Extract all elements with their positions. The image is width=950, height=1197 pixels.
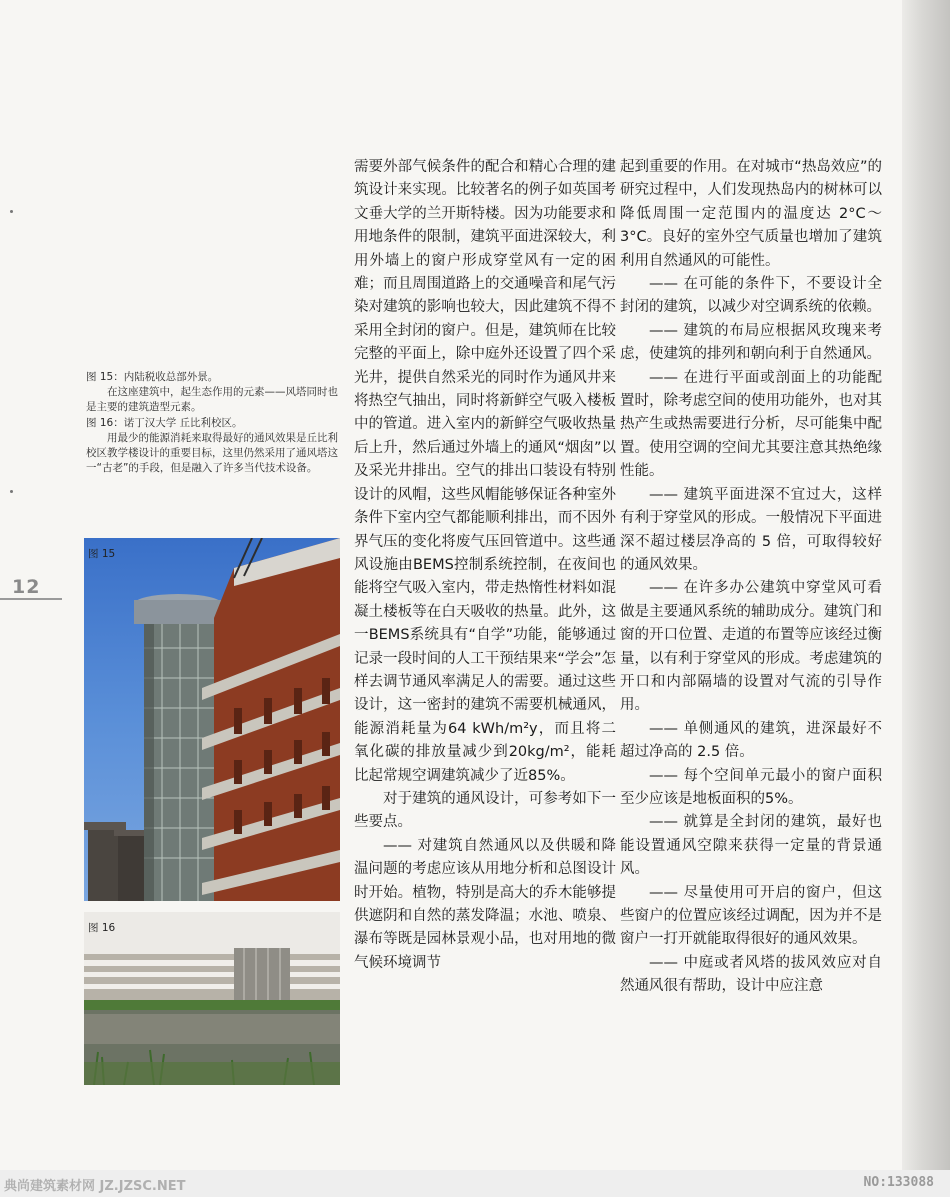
- paragraph: —— 对建筑自然通风以及供暖和降温问题的考虑应该从用地分析和总图设计时开始。植物，特别是高大的乔木能够提供遮阴和自然的蒸发降温；水池、喷泉、瀑布等既是园林景观小品，也对用地的微气候环境调节: [354, 837, 616, 971]
- caption-fig16-title: 图 16：诺丁汉大学 丘比利校区。: [86, 416, 243, 429]
- paragraph: —— 建筑平面进深不宜过大，这样有利于穿堂风的形成。一般情况下平面进深不超过楼层净高的 5 倍，可取得较好的通风效果。: [620, 486, 882, 573]
- paragraph: —— 单侧通风的建筑，进深最好不超过净高的 2.5 倍。: [620, 720, 882, 761]
- page-edge-shadow: [902, 0, 950, 1170]
- text-column-middle: [354, 156, 616, 975]
- paragraph: —— 建筑的布局应根据风玫瑰来考虑，使建筑的排列和朝向利于自然通风。: [620, 322, 882, 363]
- figure-16-photo: [84, 912, 340, 1085]
- figure-15-photo: [84, 538, 340, 901]
- caption-fig15-title: 图 15：内陆税收总部外景。: [86, 371, 219, 383]
- speck: [10, 210, 13, 213]
- caption-fig16-body: 用最少的能源消耗来取得最好的通风效果是丘比利校区教学楼设计的重要目标，这里仍然采用了通风塔这一“古老”的手段，但是融入了许多当代技术设备。: [86, 431, 338, 475]
- paragraph: —— 在可能的条件下，不要设计全封闭的建筑，以减少对空调系统的依赖。: [620, 276, 882, 316]
- page-number-rule: [0, 598, 62, 600]
- paragraph: —— 每个空间单元最小的窗户面积至少应该是地板面积的5%。: [620, 767, 882, 807]
- paragraph: —— 在进行平面或剖面上的功能配置时，除考虑空间的使用功能外，也对其热产生或热需要进行分析，尽可能集中配置。使用空调的空间尤其要注意其热绝缘性能。: [620, 369, 882, 480]
- paragraph: 对于建筑的通风设计，可参考如下一些要点。: [354, 790, 616, 831]
- figure-15-illustration: [84, 538, 340, 901]
- figure-16-label: 图 16: [88, 922, 116, 934]
- text-column-right: [620, 156, 882, 999]
- paragraph: 起到重要的作用。在对城市“热岛效应”的研究过程中，人们发现热岛内的树林可以降低周围一定范围内的温度达 2°C～3°C。良好的室外空气质量也增加了建筑利用自然通风的可能性。: [620, 159, 882, 269]
- page-number: 12: [12, 576, 41, 598]
- speck: [10, 490, 13, 493]
- figure-16-illustration: [84, 912, 340, 1085]
- footer-watermark: 典尚建筑素材网 JZ.JZSC.NET: [4, 1179, 186, 1194]
- paragraph: —— 就算是全封闭的建筑，最好也能设置通风空隙来获得一定量的背景通风。: [620, 814, 882, 878]
- paragraph: —— 尽量使用可开启的窗户，但这些窗户的位置应该经过调配，因为并不是窗户一打开就能取得很好的通风效果。: [620, 884, 882, 948]
- paragraph: —— 在许多办公建筑中穿堂风可看做是主要通风系统的辅助成分。建筑门和窗的开口位置、走道的布置等应该经过衡量，以有利于穿堂风的形成。考虑建筑的开口和内部隔墙的设置对气流的引导作用。: [620, 580, 882, 714]
- paragraph: 需要外部气候条件的配合和精心合理的建筑设计来实现。比较著名的例子如英国考文垂大学的兰开斯特楼。因为功能要求和用地条件的限制，建筑平面进深较大，利用外墙上的窗户形成穿堂风有一定的困难；而且周围道路上的交通噪音和尾气污染对建筑的影响也较大，因此建筑不得不采用全封闭的窗户。但是，建筑师在比较完整的平面上，除中庭外还设置了四个采光井，提供自然采光的同时作为通风井来将热空气抽出，同时将新鲜空气吸入楼板中的管道。进入室内的新鲜空气吸收热量后上升，然后通过外墙上的通风“烟囱”以及采光井排出。空气的排出口装设有特别设计的风帽，这些风帽能够保证各种室外条件下室内空气都能顺利排出，而不因外界气压的变化将废气压回管道中。这些通风设施由BEMS控制系统控制，在夜间也能将空气吸入室内，带走热惰性材料如混凝土楼板等在白天吸收的热量。此外，这一BEMS系统具有“自学”功能，能够通过记录一段时间的人工干预结果来“学会”怎样去调节通风率满足人的需要。通过这些设计，这一密封的建筑不需要机械通风，能源消耗量为64 kWh/m²y，而且将二氧化碳的排放量减少到20kg/m²，能耗比起常规空调建筑减少了近85%。: [354, 159, 616, 784]
- figure-15-label: 图 15: [88, 548, 116, 560]
- caption-fig15-body: 在这座建筑中，起生态作用的元素——风塔同时也是主要的建筑造型元素。: [86, 386, 338, 414]
- figure-captions: [86, 370, 344, 476]
- footer-image-number: NO:133088: [863, 1175, 934, 1190]
- paragraph: —— 中庭或者风塔的拔风效应对自然通风很有帮助，设计中应注意: [620, 954, 882, 995]
